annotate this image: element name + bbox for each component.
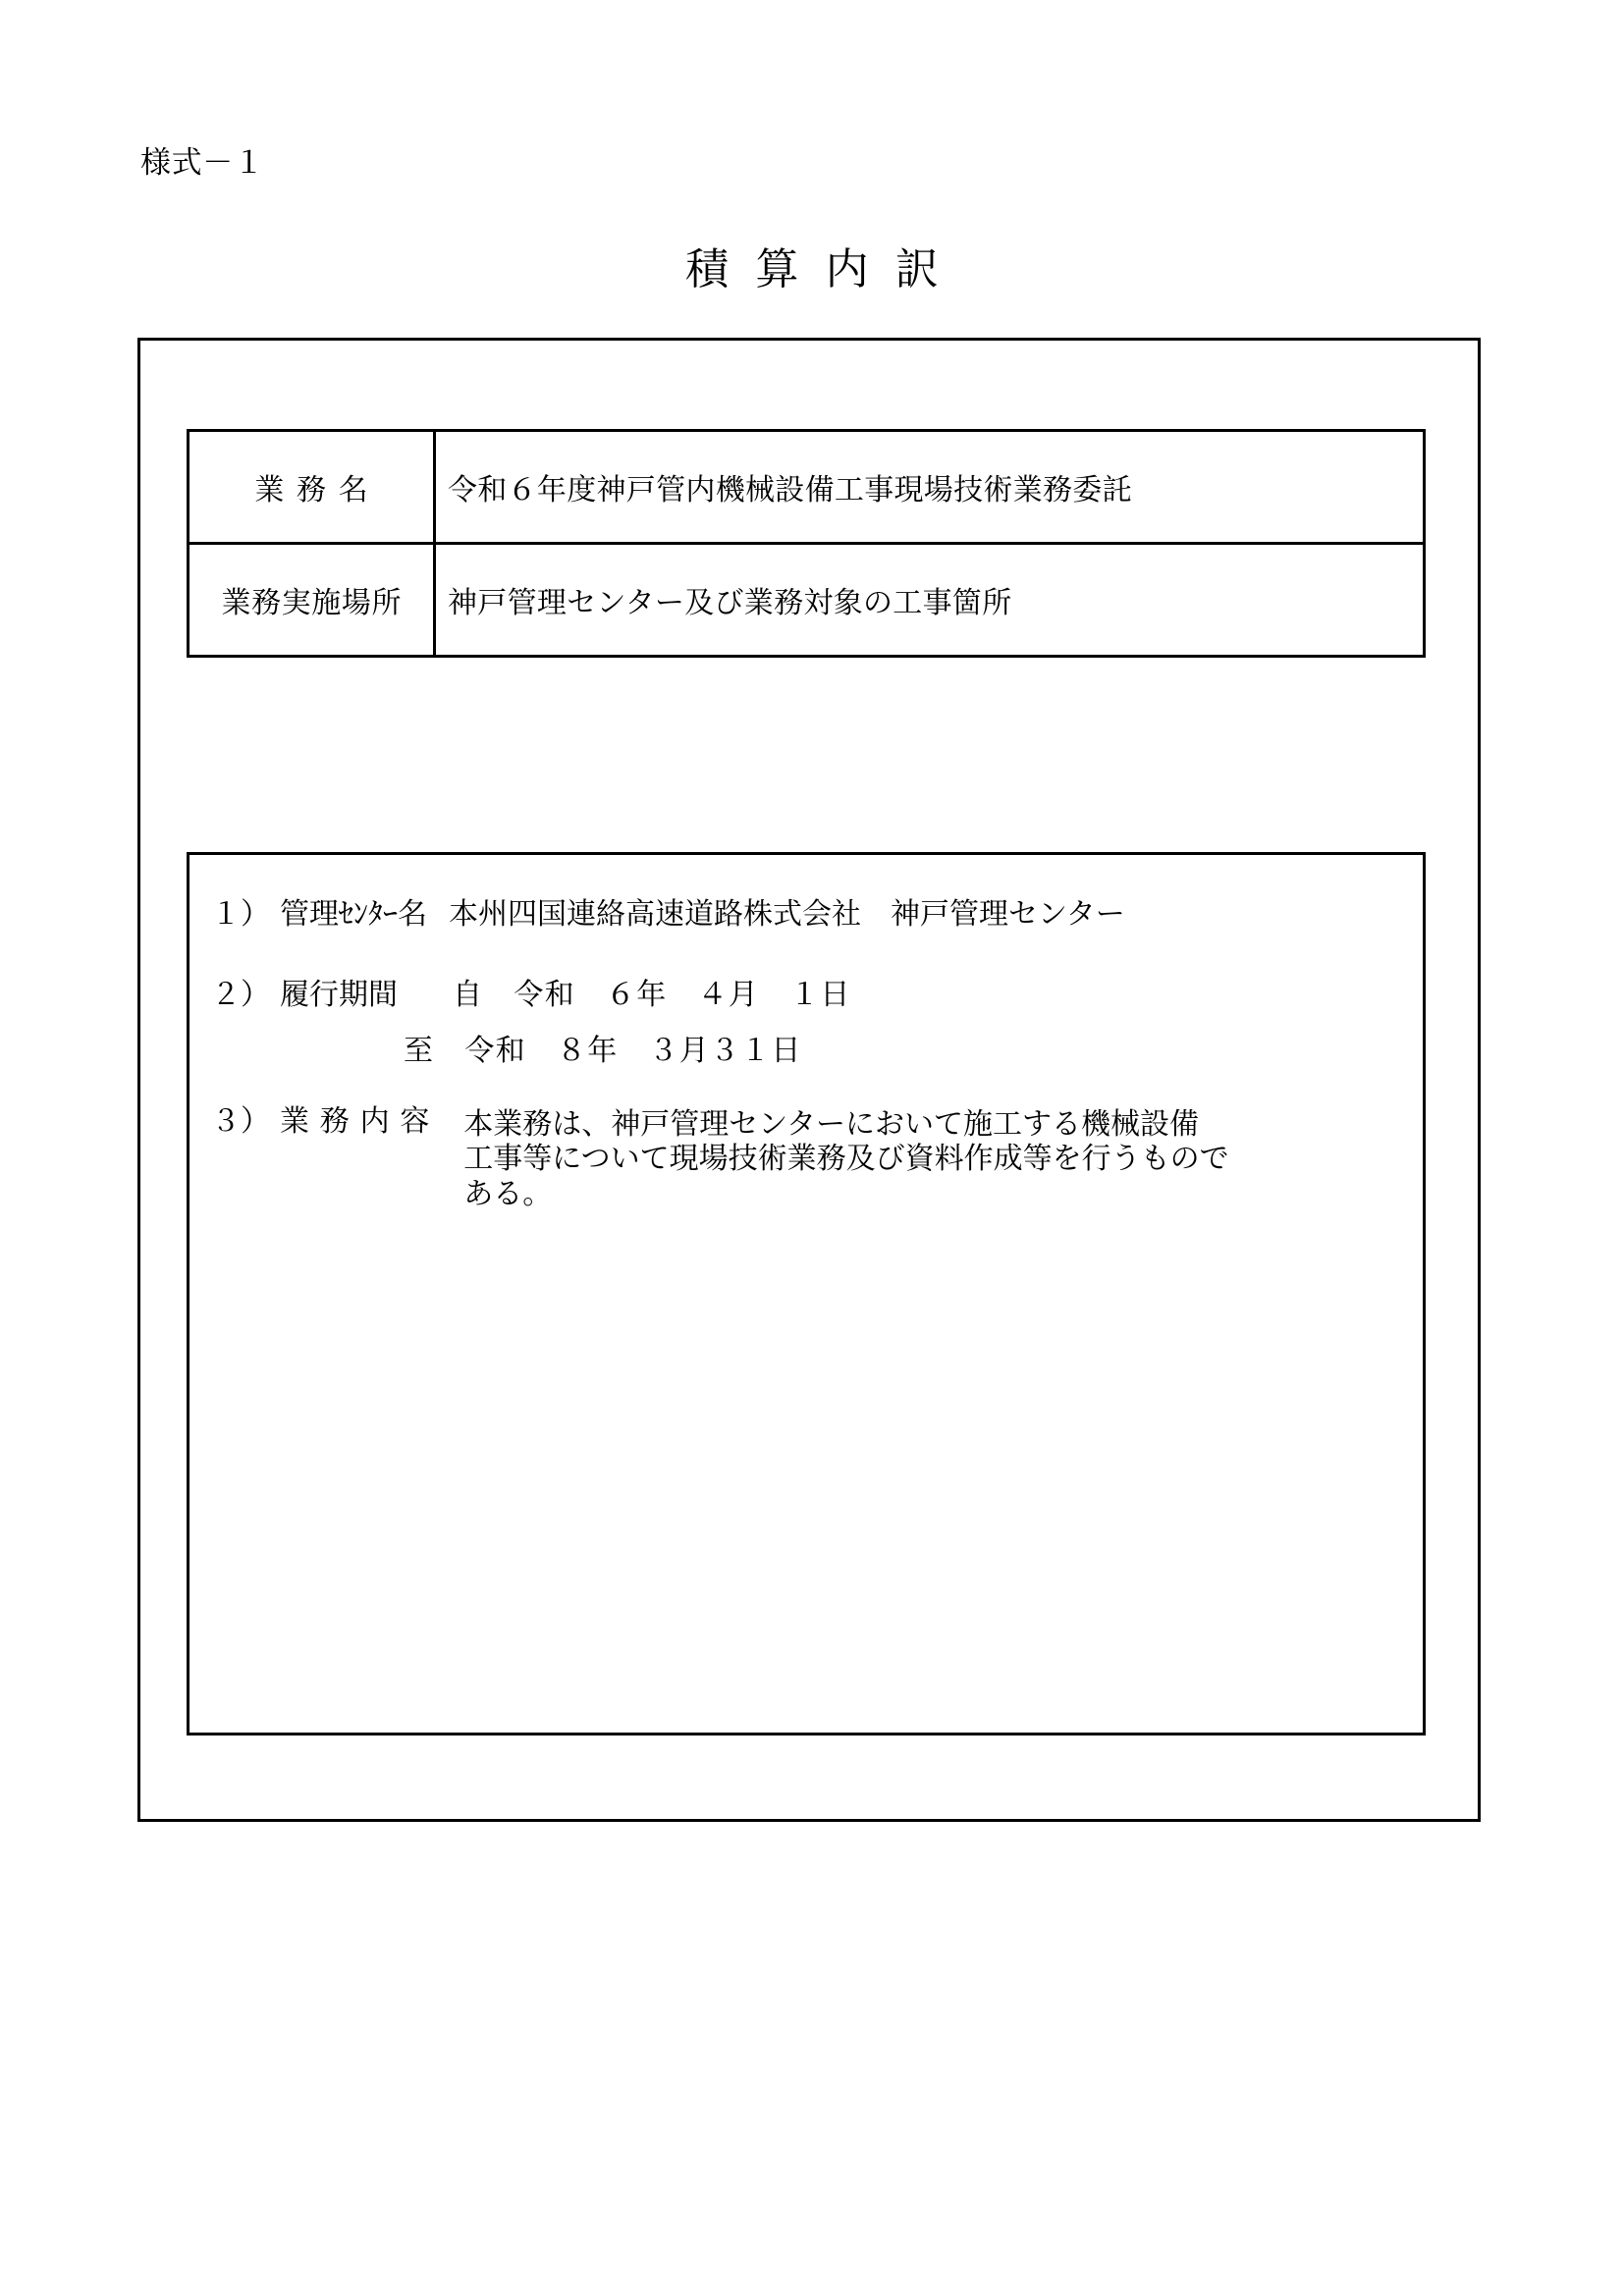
item-3-body bbox=[463, 1107, 1228, 1211]
item-1-number: １） bbox=[211, 898, 270, 931]
table-row bbox=[189, 431, 1425, 544]
item-3-body-line-2: 工事等について現場技術業務及び資料作成等を行うもので bbox=[463, 1143, 1229, 1176]
item-2-number: ２） bbox=[211, 979, 270, 1011]
item-3-number: ３） bbox=[211, 1105, 270, 1138]
list-item-content bbox=[211, 1107, 1413, 1211]
page-title: 積算内訳 bbox=[685, 245, 966, 294]
list-item-center-name bbox=[211, 900, 1413, 930]
item-3-label: 業務内容 bbox=[280, 1105, 441, 1138]
list-item-period-end bbox=[211, 1037, 1413, 1066]
business-location-value: 神戸管理センター及び業務対象の工事箇所 bbox=[435, 544, 1425, 657]
form-number: 様式－１ bbox=[140, 145, 265, 180]
item-3-body-line-3: ある。 bbox=[463, 1177, 553, 1210]
table-row bbox=[189, 544, 1425, 657]
item-2-period-from: 自 令和 ６年 ４月 １日 bbox=[453, 979, 851, 1011]
business-info-table bbox=[187, 429, 1426, 658]
business-name-value: 令和６年度神戸管内機械設備工事現場技術業務委託 bbox=[435, 431, 1425, 544]
item-1-value: 本州四国連絡高速道路株式会社 神戸管理センター bbox=[449, 898, 1125, 931]
item-2-label: 履行期間 bbox=[280, 979, 398, 1011]
business-content-box bbox=[187, 852, 1426, 1735]
item-3-body-line-1: 本業務は、神戸管理センターにおいて施工する機械設備 bbox=[463, 1108, 1200, 1141]
business-content-list bbox=[211, 882, 1413, 1211]
business-name-label: 業務名 bbox=[189, 431, 435, 544]
item-1-label: 管理ｾﾝﾀｰ名 bbox=[280, 898, 427, 931]
list-item-period bbox=[211, 981, 1413, 1010]
business-location-label: 業務実施場所 bbox=[189, 544, 435, 657]
item-2-period-to: 至 令和 ８年 ３月３１日 bbox=[404, 1035, 802, 1067]
